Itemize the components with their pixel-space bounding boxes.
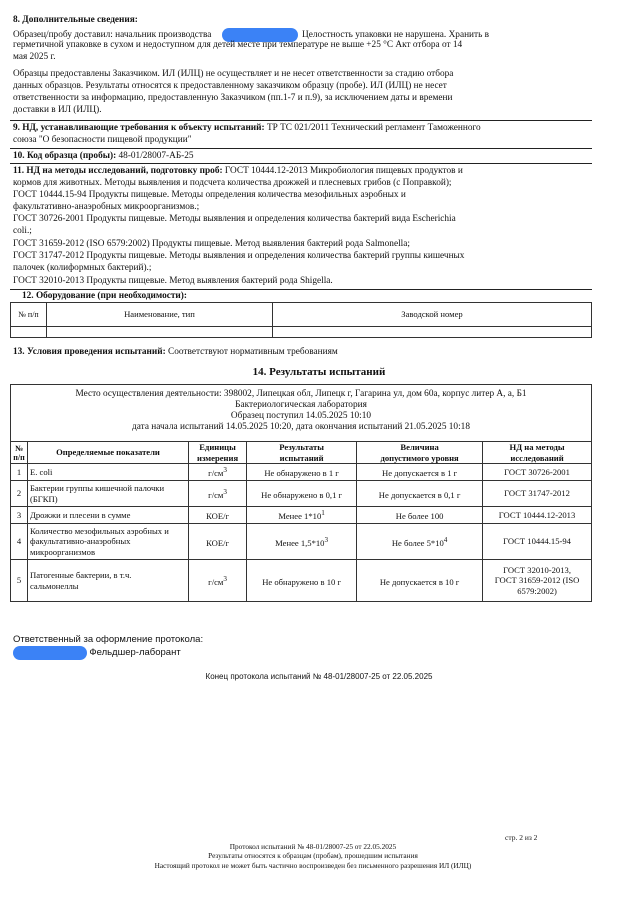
equipment-cell <box>273 327 592 338</box>
responsible-label: Ответственный за оформление протокола: <box>13 634 204 645</box>
results-row <box>11 481 592 507</box>
row-unit: $г/см^3$ <box>189 464 247 481</box>
method-line: ГОСТ 31659-2012 (ISO 6579:2002) Продукты пищевые. Метод выявления бактерий рода Salmonella; <box>13 239 410 249</box>
section-13-label: 13. Условия проведения испытаний: <box>13 347 166 357</box>
section-9-text-1: ТР ТС 021/2011 Технический регламент Таможенного <box>266 123 481 133</box>
sample-code: 48-01/28007-АБ-25 <box>118 151 194 161</box>
row-method: ГОСТ 32010-2013, ГОСТ 31659-2012 (ISO 6579:2002) <box>483 560 592 602</box>
row-result: Не обнаружено в 1 г <box>247 464 357 481</box>
page-number: стр. 2 из 2 <box>505 833 538 842</box>
equipment-table <box>10 302 592 338</box>
row-result: Не обнаружено в 0,1 г <box>247 481 357 507</box>
test-location-block <box>10 384 592 441</box>
results-col-no: № п/п <box>11 442 28 464</box>
results-row <box>11 464 592 481</box>
row-no: 5 <box>11 560 28 602</box>
section-10 <box>13 151 194 163</box>
results-table <box>10 441 592 602</box>
results-row <box>11 524 592 560</box>
divider <box>10 163 592 164</box>
row-indicator: Патогенные бактерии, в т.ч. сальмонеллы <box>28 560 189 602</box>
equipment-col-no: № п/п <box>11 303 47 327</box>
equipment-cell <box>47 327 273 338</box>
row-indicator: Количество мезофильных аэробных и факультативно-анаэробных микроорганизмов <box>28 524 189 560</box>
section-13 <box>13 347 338 359</box>
row-no: 2 <box>11 481 28 507</box>
section-8-line-7: доставки в ИЛ (ИЛЦ). <box>13 105 102 115</box>
row-unit: КОЕ/г <box>189 507 247 524</box>
footer-line-1: Протокол испытаний № 48-01/28007-25 от 22.05.2025 <box>229 842 397 851</box>
method-line: ГОСТ 31747-2012 Продукты пищевые. Методы выявления и определения количества бактерий группы кишечных <box>13 251 465 261</box>
results-col-method: НД на методы исследований <box>483 442 592 464</box>
row-no: 3 <box>11 507 28 524</box>
lab-name: Бактериологическая лаборатория <box>235 400 367 410</box>
section-10-label: 10. Код образца (пробы): <box>13 151 117 161</box>
results-row <box>11 560 592 602</box>
test-place: Место осуществления деятельности: 398002, Липецкая обл, Липецк г, Гагарина ул, дом 60а, корпус литер А, а, Б1 <box>75 389 527 399</box>
row-unit: $г/см^3$ <box>189 481 247 507</box>
results-col-units: Единицы измерения <box>189 442 247 464</box>
results-row <box>11 507 592 524</box>
row-no: 1 <box>11 464 28 481</box>
equipment-col-name: Наименование, тип <box>47 303 273 327</box>
redacted-name <box>13 646 87 660</box>
row-indicator: Бактерии группы кишечной палочки (БГКП) <box>28 481 189 507</box>
section-12-label: 12. Оборудование (при необходимости): <box>22 291 187 301</box>
row-method: ГОСТ 30726-2001 <box>483 464 592 481</box>
end-of-protocol: Конец протокола испытаний № 48-01/28007-25 от 22.05.2025 <box>205 672 433 681</box>
row-indicator: E. coli <box>28 464 189 481</box>
responsible-position: Фельдшер-лаборант <box>89 647 181 659</box>
delivered-by-text: Образец/пробу доставил: начальник производства <box>13 30 212 41</box>
row-unit: КОЕ/г <box>189 524 247 560</box>
results-col-limit: Величина допустимого уровня <box>357 442 483 464</box>
responsible-person <box>13 646 181 660</box>
section-11-label: 11. НД на методы исследований, подготовку проб: <box>13 166 223 176</box>
row-indicator: Дрожжи и плесени в сумме <box>28 507 189 524</box>
row-result: Не обнаружено в 10 г <box>247 560 357 602</box>
divider <box>10 289 592 290</box>
row-limit: Не допускается в 10 г <box>357 560 483 602</box>
method-line: кормов для животных. Методы выявления и подсчета количества дрожжей и плесневых грибов (с Поправкой); <box>13 178 452 188</box>
section-8-line-6: ответственности за информацию, предоставленную Заказчиком (пп.1-7 и п.9), за исключением даты и времени <box>13 93 453 103</box>
results-header-row <box>11 442 592 464</box>
section-9-text-2: союза "О безопасности пищевой продукции" <box>13 135 192 145</box>
section-11 <box>13 166 463 178</box>
row-method: ГОСТ 31747-2012 <box>483 481 592 507</box>
results-col-result: Результаты испытаний <box>247 442 357 464</box>
test-dates: дата начала испытаний 14.05.2025 10:20, дата окончания испытаний 21.05.2025 10:18 <box>132 422 470 432</box>
footer-line-3: Настоящий протокол не может быть частично воспроизведен без письменного разрешения ИЛ (ИЛЦ) <box>154 860 472 870</box>
section-8-line-5: данных образцов. Результаты относятся к предоставленному заказчиком образцу (пробе). ИЛ (ИЛЦ) не несет <box>13 81 447 91</box>
equipment-cell <box>11 327 47 338</box>
equipment-col-serial: Заводской номер <box>273 303 592 327</box>
row-result: Менее $1,5*10^3$ <box>247 524 357 560</box>
method-line: coli.; <box>13 226 32 236</box>
method-line: палочек (колиформных бактерий).; <box>13 263 152 273</box>
method-line: факультативно-анаэробных микроорганизмов.; <box>13 202 200 212</box>
section-9 <box>13 123 481 135</box>
section-11-text-1: ГОСТ 10444.12-2013 Микробиология пищевых продуктов и <box>224 166 463 176</box>
row-method: ГОСТ 10444.15-94 <box>483 524 592 560</box>
section-9-label: 9. НД, устанавливающие требования к объекту испытаний: <box>13 123 265 133</box>
section-13-value: Соответствуют нормативным требованиям <box>168 347 338 357</box>
page-footer <box>0 842 626 870</box>
row-limit: Не допускается в 0,1 г <box>357 481 483 507</box>
footer-line-2: Результаты относятся к образцам (пробам), прошедшим испытания <box>208 851 418 861</box>
row-limit: Не допускается в 1 г <box>357 464 483 481</box>
section-14-title: 14. Результаты испытаний <box>252 366 386 378</box>
divider <box>10 148 592 149</box>
row-unit: $г/см^3$ <box>189 560 247 602</box>
method-line: ГОСТ 32010-2013 Продукты пищевые. Метод выявления бактерий рода Shigella. <box>13 276 333 286</box>
method-line: ГОСТ 30726-2001 Продукты пищевые. Методы выявления и определения количества бактерий вида Escherichia <box>13 214 456 224</box>
row-no: 4 <box>11 524 28 560</box>
method-line: ГОСТ 10444.15-94 Продукты пищевые. Методы определения количества мезофильных аэробных и <box>13 190 406 200</box>
row-limit: Не более 100 <box>357 507 483 524</box>
divider <box>10 120 592 121</box>
sample-received: Образец поступил 14.05.2025 10:10 <box>230 411 372 421</box>
results-col-indicator: Определяемые показатели <box>28 442 189 464</box>
section-8-line-4: Образцы предоставлены Заказчиком. ИЛ (ИЛЦ) не осуществляет и не несет ответственности за стадию отбора <box>13 69 454 79</box>
section-8-line-3: мая 2025 г. <box>13 52 56 62</box>
package-text: Целостность упаковки не нарушена. Хранить в <box>302 30 490 41</box>
section-8-line-2: герметичной упаковке в сухом и недоступном для детей месте при температуре не выше +25 °С Акт отбора от 14 <box>13 40 463 50</box>
row-method: ГОСТ 10444.12-2013 <box>483 507 592 524</box>
row-result: Менее $1*10^1$ <box>247 507 357 524</box>
row-limit: Не более $5*10^4$ <box>357 524 483 560</box>
section-8-heading: 8. Дополнительные сведения: <box>13 15 138 25</box>
